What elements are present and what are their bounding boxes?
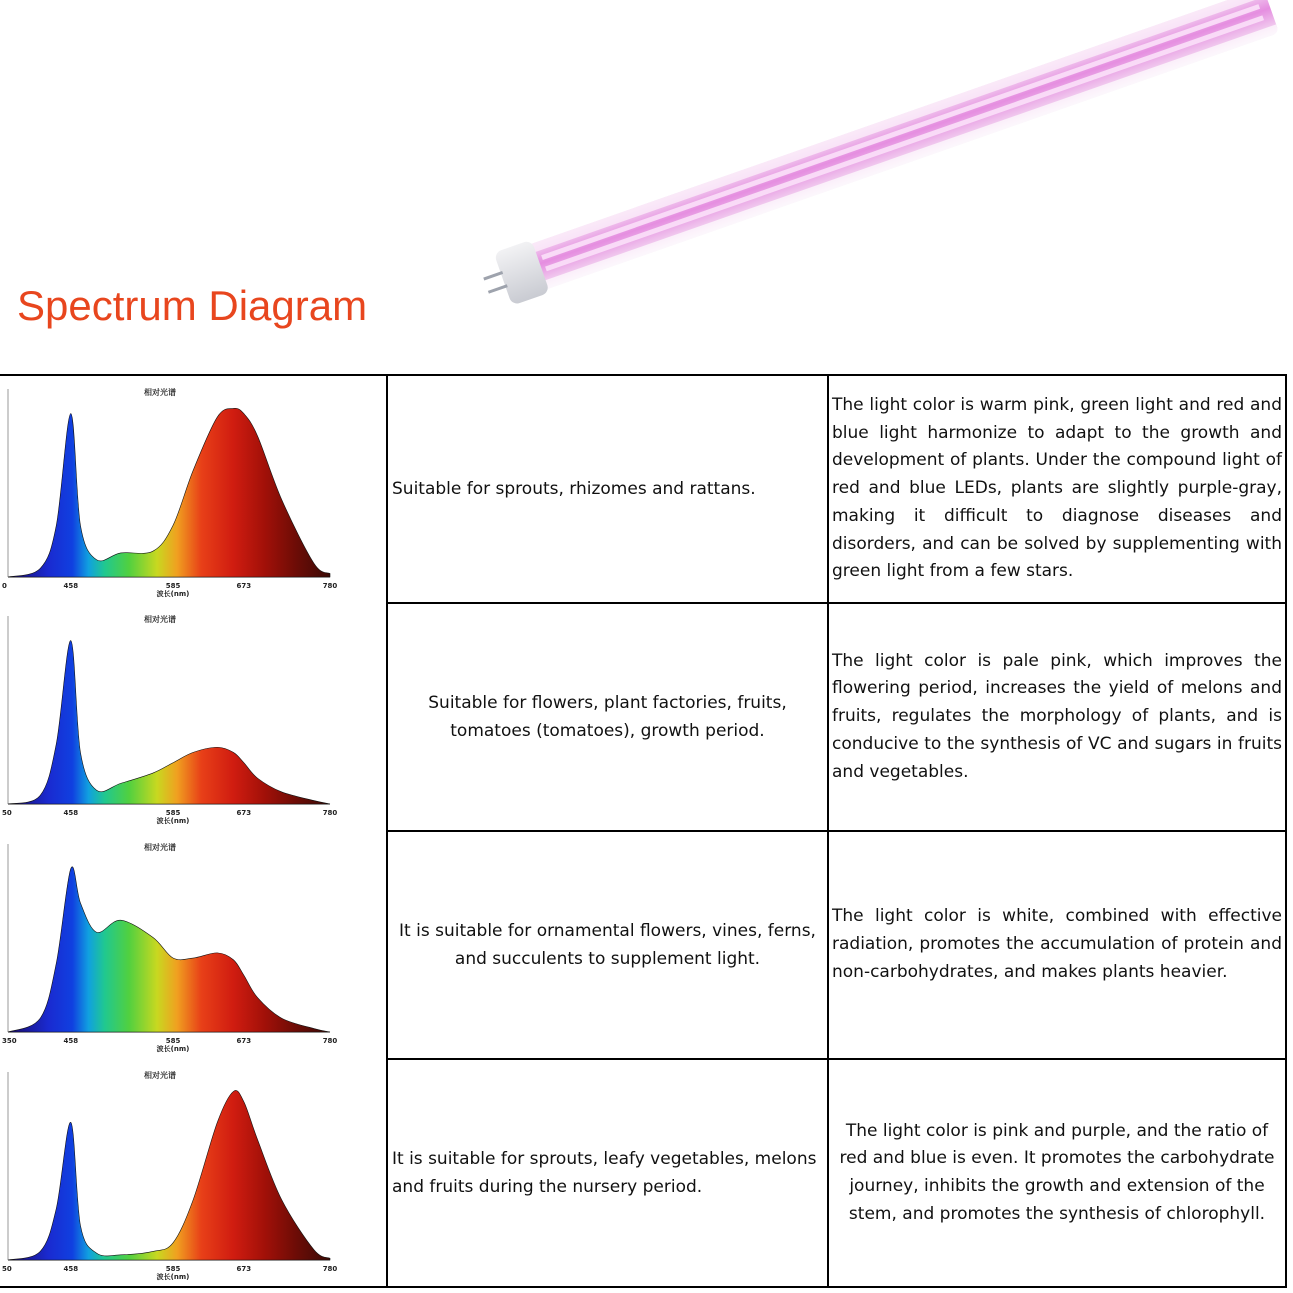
spectrum-chart-cell: [0, 1059, 387, 1287]
description-cell: [828, 1059, 1286, 1287]
table-row: [0, 1059, 1286, 1287]
chart-caption: 相对光谱: [144, 615, 176, 624]
tick-label: 0: [2, 581, 7, 590]
table-row: [0, 375, 1286, 603]
tick-label: 50: [2, 1264, 12, 1273]
tick-label: 780: [322, 1264, 338, 1273]
tick-label: 780: [322, 1037, 338, 1045]
tick-label: 585: [165, 581, 181, 590]
spectrum-area: [8, 408, 330, 577]
tick-label: 458: [63, 1264, 79, 1273]
spectrum-chart-cell: [0, 375, 387, 603]
description-text: The light color is white, combined with effective radiation, promotes the accumulation of protein and non-carbohydrates, and makes plants heavier.: [832, 906, 1282, 982]
tick-label: 50: [2, 809, 12, 817]
tick-label: 458: [63, 1037, 79, 1045]
tick-label: 350: [2, 1037, 17, 1045]
spectrum-chart: [0, 1060, 386, 1286]
tick-label: 673: [236, 581, 252, 590]
suitable-text: It is suitable for ornamental flowers, vines, ferns, and succulents to supplement light.: [399, 921, 816, 969]
axis-label: 波长(nm): [156, 589, 190, 598]
tick-label: 673: [236, 1037, 252, 1045]
suitable-cell: [387, 375, 828, 603]
tick-label: 458: [63, 581, 79, 590]
description-cell: [828, 603, 1286, 831]
axis-label: 波长(nm): [156, 817, 190, 825]
table-row: [0, 603, 1286, 831]
spectrum-area: [8, 1090, 330, 1260]
chart-caption: 相对光谱: [144, 1070, 176, 1080]
spectrum-area: [8, 867, 330, 1032]
description-cell: [828, 375, 1286, 603]
axis-label: 波长(nm): [156, 1045, 190, 1053]
tick-label: 673: [236, 1264, 252, 1273]
axis-label: 波长(nm): [156, 1272, 190, 1281]
chart-caption: 相对光谱: [144, 387, 176, 397]
spectrum-chart: [0, 377, 386, 603]
table-row: [0, 831, 1286, 1059]
spectrum-area: [8, 641, 330, 804]
tick-label: 780: [322, 581, 338, 590]
tick-label: 585: [165, 1037, 181, 1045]
tick-label: 585: [165, 809, 181, 817]
suitable-text: Suitable for flowers, plant factories, fruits, tomatoes (tomatoes), growth period.: [428, 693, 787, 741]
tick-label: 780: [322, 809, 338, 817]
spectrum-chart: [0, 604, 386, 830]
spectrum-chart-cell: [0, 831, 387, 1059]
suitable-text: It is suitable for sprouts, leafy vegetables, melons and fruits during the nursery period.: [392, 1149, 817, 1197]
description-text: The light color is warm pink, green light and red and blue light harmonize to adapt to the growth and development of plants. Under the compound light of red and blue LEDs, plants are slightly purple-gray, making it difficult to diagnose diseases and disorders, and can be solved by supplementing with green light from a few stars.: [832, 395, 1282, 582]
description-text: The light color is pink and purple, and the ratio of red and blue is even. It promotes the carbohydrate journey, inhibits the growth and extension of the stem, and promotes the synthesis of chlorophyll.: [839, 1120, 1275, 1224]
tube-light-image: [455, 0, 1293, 320]
suitable-text: Suitable for sprouts, rhizomes and rattans.: [392, 479, 756, 499]
suitable-cell: [387, 831, 828, 1059]
tick-label: 673: [236, 809, 252, 817]
description-cell: [828, 831, 1286, 1059]
spectrum-table: [0, 374, 1287, 1288]
description-text: The light color is pale pink, which improves the flowering period, increases the yield of melons and fruits, regulates the morphology of plants, and is conducive to the synthesis of VC and sugars in fruits and vegetables.: [832, 650, 1282, 782]
tick-label: 585: [165, 1264, 181, 1273]
suitable-cell: [387, 603, 828, 831]
spectrum-chart-cell: [0, 603, 387, 831]
tick-label: 458: [63, 809, 79, 817]
suitable-cell: [387, 1059, 828, 1287]
page-title: Spectrum Diagram: [17, 282, 368, 329]
spectrum-chart: [0, 832, 386, 1058]
chart-caption: 相对光谱: [144, 843, 176, 852]
